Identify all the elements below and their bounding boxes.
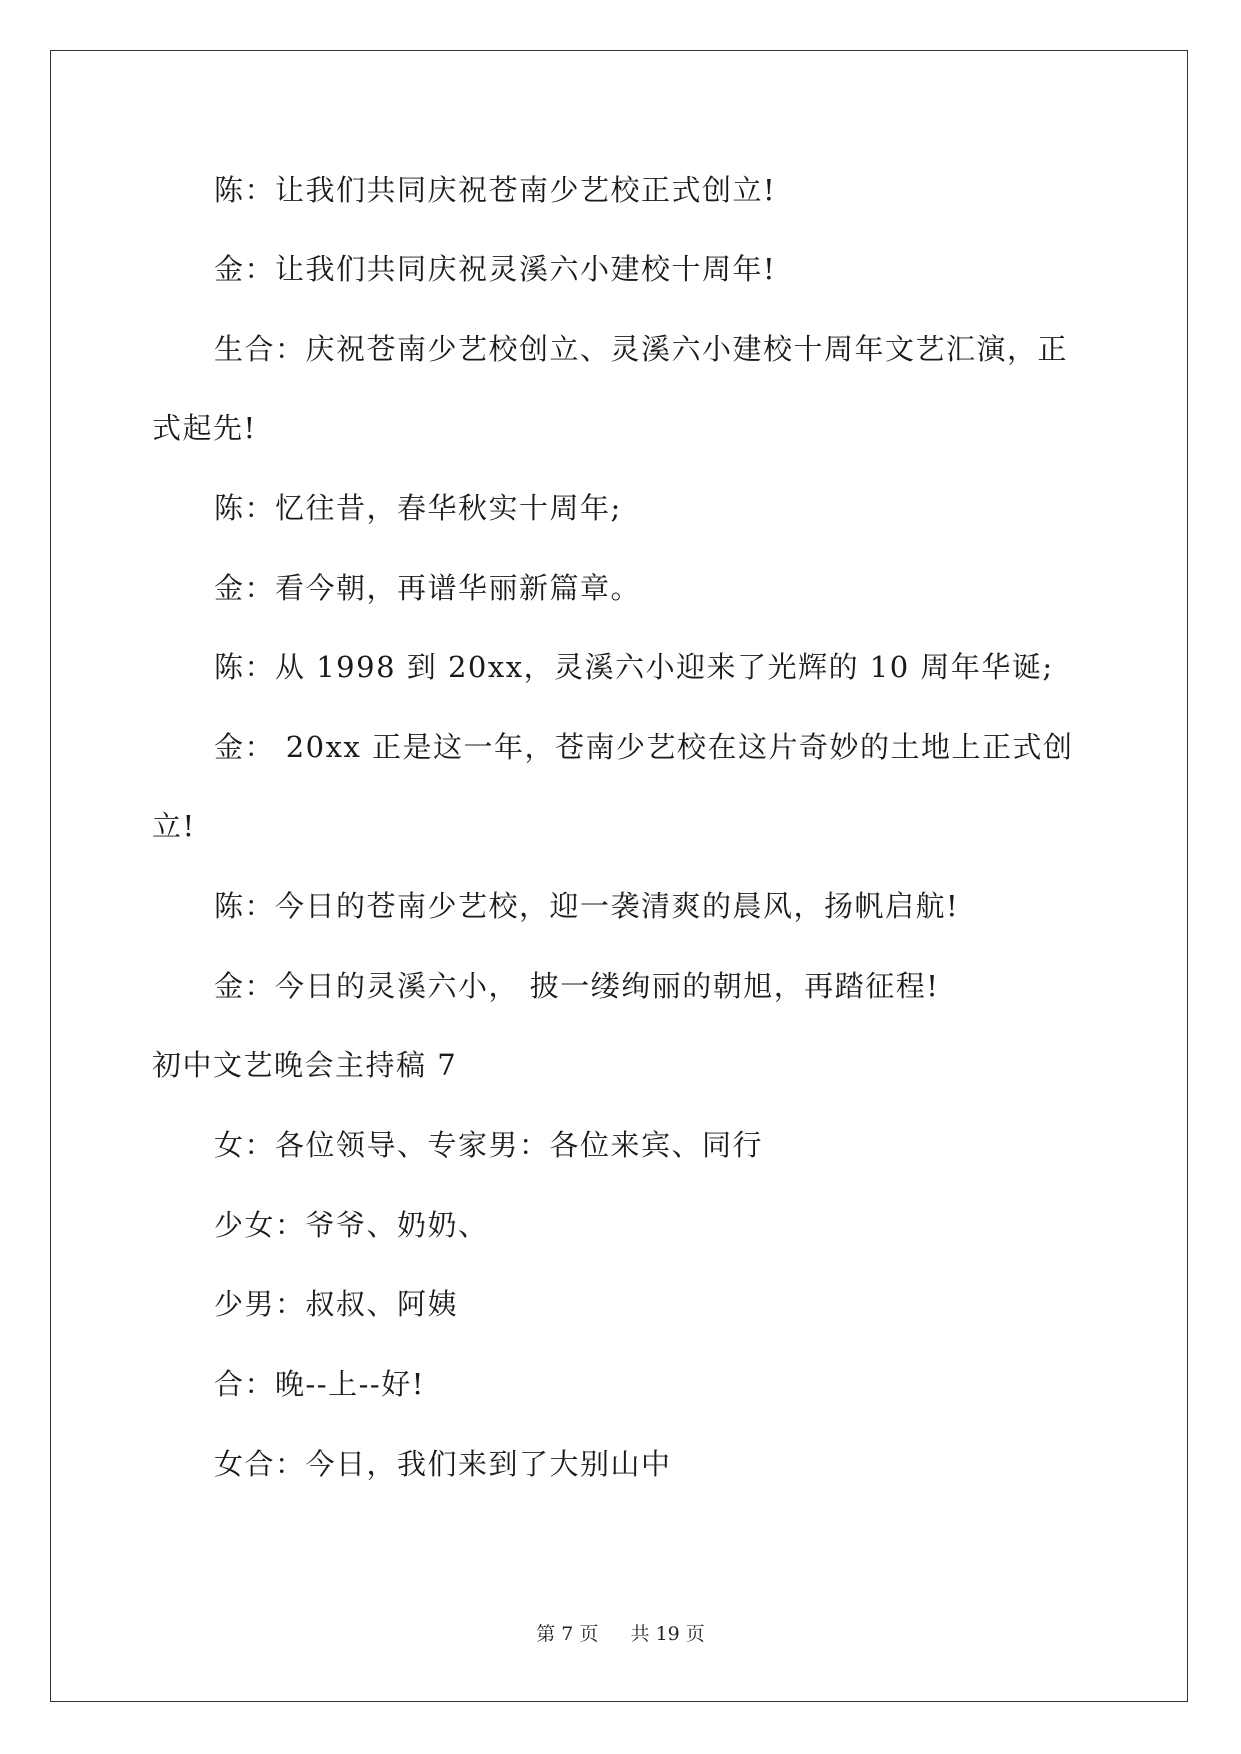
page-number: 第 7 页 bbox=[536, 1623, 599, 1645]
text-line: 金： 20xx 正是这一年，苍南少艺校在这片奇妙的土地上正式创 bbox=[214, 730, 1074, 764]
total-pages: 共 19 页 bbox=[630, 1623, 705, 1645]
text-line: 金：看今朝，再谱华丽新篇章。 bbox=[214, 571, 642, 605]
text-line: 陈：从 1998 到 20xx，灵溪六小迎来了光辉的 10 周年华诞; bbox=[214, 650, 1054, 684]
text-line: 生合：庆祝苍南少艺校创立、灵溪六小建校十周年文艺汇演，正 bbox=[214, 332, 1069, 366]
text-line: 陈：让我们共同庆祝苍南少艺校正式创立! bbox=[214, 173, 777, 207]
text-line: 陈：今日的苍南少艺校，迎一袭清爽的晨风，扬帆启航! bbox=[214, 889, 960, 923]
text-line: 少男：叔叔、阿姨 bbox=[214, 1287, 459, 1321]
text-line: 女合：今日，我们来到了大别山中 bbox=[214, 1447, 672, 1481]
text-line: 合：晚--上--好! bbox=[214, 1367, 425, 1401]
text-line: 金：今日的灵溪六小， 披一缕绚丽的朝旭，再踏征程! bbox=[214, 969, 940, 1003]
section-heading: 初中文艺晚会主持稿 7 bbox=[152, 1048, 458, 1082]
text-line: 女：各位领导、专家男：各位来宾、同行 bbox=[214, 1128, 764, 1162]
text-line: 少女：爷爷、奶奶、 bbox=[214, 1208, 489, 1242]
text-line: 式起先! bbox=[152, 411, 257, 445]
text-line: 陈：忆往昔，春华秋实十周年; bbox=[214, 491, 622, 525]
text-line: 金：让我们共同庆祝灵溪六小建校十周年! bbox=[214, 252, 777, 286]
page-footer bbox=[0, 1622, 1241, 1646]
text-line: 立! bbox=[152, 809, 196, 843]
